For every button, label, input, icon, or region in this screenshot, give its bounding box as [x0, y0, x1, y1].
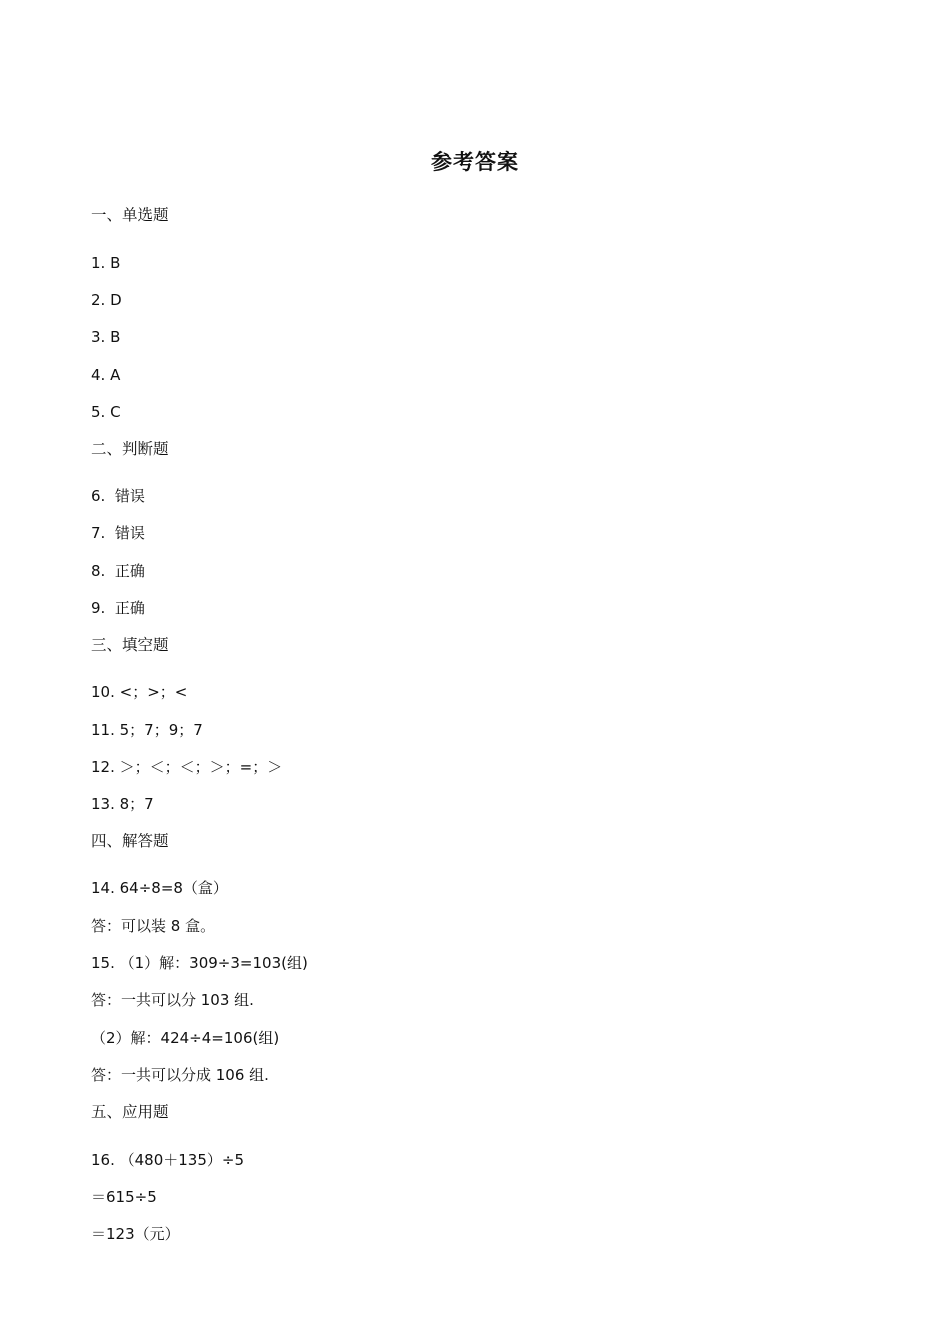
- page-title: 参考答案: [431, 149, 519, 174]
- answer-line-14: 14. 64÷8=8（盒）: [91, 879, 228, 897]
- answer-line-15-part2: （2）解：424÷4=106(组): [91, 1029, 280, 1047]
- section-heading-solve: 四、解答题: [91, 832, 169, 850]
- answer-line-16-step3: ＝123（元）: [91, 1225, 180, 1243]
- answer-line-6: 6. 错误: [91, 487, 145, 505]
- answer-line-3: 3. B: [91, 328, 121, 346]
- section-heading-single-choice: 一、单选题: [91, 206, 169, 224]
- answer-line-15-part1-answer: 答：一共可以分 103 组.: [91, 991, 254, 1009]
- answer-line-2: 2. D: [91, 291, 122, 309]
- answer-line-16: 16. （480＋135）÷5: [91, 1151, 244, 1169]
- answer-line-10: 10. <；>；<: [91, 683, 188, 701]
- answer-line-4: 4. A: [91, 366, 121, 384]
- section-heading-application: 五、应用题: [91, 1103, 169, 1121]
- answer-line-5: 5. C: [91, 403, 121, 421]
- answer-line-15-part2-answer: 答：一共可以分成 106 组.: [91, 1066, 269, 1084]
- answer-line-15-part1: 15. （1）解：309÷3=103(组): [91, 954, 308, 972]
- answer-line-14-answer: 答：可以装 8 盒。: [91, 917, 216, 935]
- answer-line-8: 8. 正确: [91, 562, 145, 580]
- answer-line-16-step2: ＝615÷5: [91, 1188, 157, 1206]
- section-heading-true-false: 二、判断题: [91, 440, 169, 458]
- answer-line-12: 12. ＞；＜；＜；＞；=；＞: [91, 758, 283, 776]
- answer-line-11: 11. 5；7；9；7: [91, 721, 203, 739]
- answer-line-7: 7. 错误: [91, 524, 145, 542]
- answer-line-13: 13. 8；7: [91, 795, 154, 813]
- answer-line-1: 1. B: [91, 254, 121, 272]
- section-heading-fill-blank: 三、填空题: [91, 636, 169, 654]
- answer-line-9: 9. 正确: [91, 599, 145, 617]
